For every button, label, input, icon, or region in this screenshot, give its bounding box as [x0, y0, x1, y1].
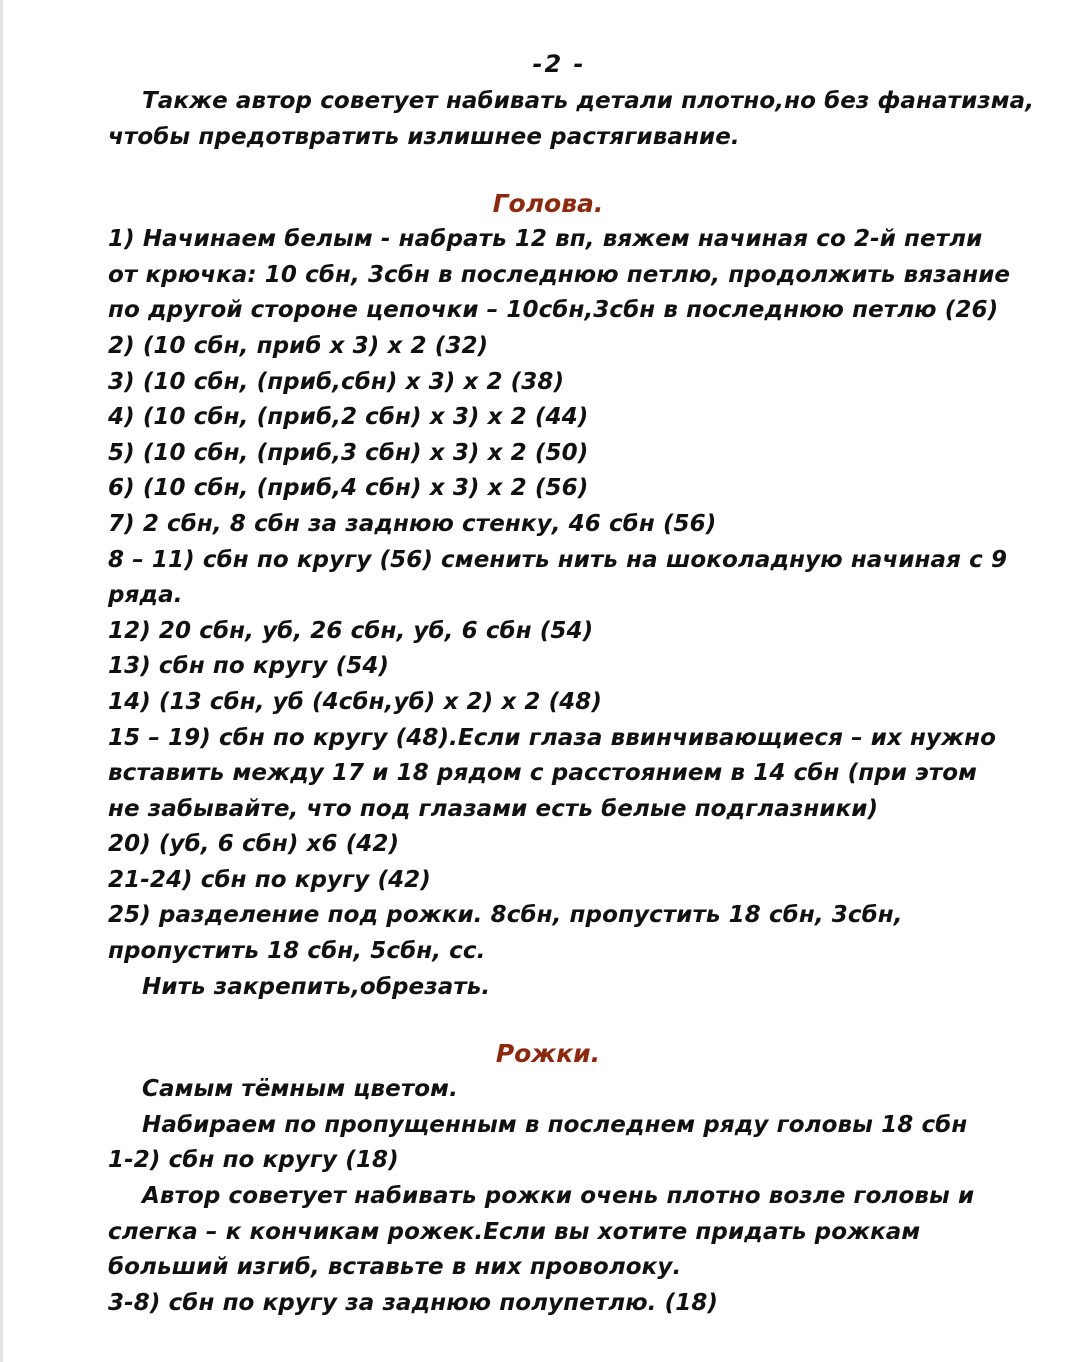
head-section-title: Голова.: [492, 189, 604, 219]
instruction-line: пропустить 18 сбн, 5сбн, сс.: [108, 938, 486, 965]
instruction-line: 15 – 19) сбн по кругу (48).Если глаза ввинчивающиеся – их нужно: [108, 724, 997, 751]
intro-line: чтобы предотвратить излишнее растягивание.: [108, 123, 740, 150]
instruction-line: 21-24) сбн по кругу (42): [108, 866, 431, 893]
instruction-line: от крючка: 10 сбн, 3сбн в последнюю петлю, продолжить вязание: [108, 261, 1011, 288]
intro-line: Также автор советует набивать детали плотно,но без фанатизма,: [142, 88, 1035, 114]
instruction-line: 5) (10 сбн, (приб,3 сбн) х 3) х 2 (50): [108, 439, 589, 466]
page-number: -2 -: [532, 50, 586, 78]
instruction-line: 14) (13 сбн, уб (4сбн,уб) х 2) х 2 (48): [108, 688, 602, 715]
instruction-line: по другой стороне цепочки – 10сбн,3сбн в последнюю петлю (26): [108, 297, 999, 324]
instruction-line: 1-2) сбн по кругу (18): [108, 1147, 399, 1174]
horns-section-instructions: [108, 1072, 988, 1321]
instruction-line: 13) сбн по кругу (54): [108, 653, 390, 680]
instruction-line: 7) 2 сбн, 8 сбн за заднюю стенку, 46 сбн (56): [108, 510, 717, 537]
instruction-line: 25) разделение под рожки. 8сбн, пропустить 18 сбн, 3сбн,: [108, 902, 903, 929]
advice-line: больший изгиб, вставьте в них проволоку.: [108, 1254, 682, 1281]
document-page: [108, 44, 1035, 1321]
head-closing-line: Нить закрепить,обрезать.: [142, 973, 491, 1000]
page-edge-divider: [0, 0, 3, 1362]
instruction-line: 3-8) сбн по кругу за заднюю полупетлю. (18): [108, 1289, 719, 1316]
horns-section-title: Рожки.: [495, 1039, 601, 1069]
instruction-line: вставить между 17 и 18 рядом с расстоянием в 14 сбн (при этом: [108, 760, 978, 787]
advice-line: Автор советует набивать рожки очень плотно возле головы и: [142, 1183, 975, 1210]
horns-color-line: Самым тёмным цветом.: [142, 1076, 458, 1103]
instruction-line: 2) (10 сбн, приб х 3) х 2 (32): [108, 332, 489, 359]
instruction-line: 6) (10 сбн, (приб,4 сбн) х 3) х 2 (56): [108, 475, 589, 502]
instruction-line: 20) (уб, 6 сбн) х6 (42): [108, 831, 400, 858]
instruction-line: не забывайте, что под глазами есть белые подглазники): [108, 795, 879, 822]
instruction-line: 4) (10 сбн, (приб,2 сбн) х 3) х 2 (44): [108, 404, 589, 431]
head-section-instructions: [108, 222, 1011, 1005]
instruction-line: 12) 20 сбн, уб, 26 сбн, уб, 6 сбн (54): [108, 617, 594, 644]
instruction-line: 1) Начинаем белым - набрать 12 вп, вяжем начиная со 2-й петли: [108, 226, 983, 253]
instruction-line: 3) (10 сбн, (приб,сбн) х 3) х 2 (38): [108, 368, 565, 395]
instruction-line: 8 – 11) сбн по кругу (56) сменить нить на шоколадную начиная с 9: [108, 546, 1008, 573]
horns-cast-on-line: Набираем по пропущенным в последнем ряду головы 18 сбн: [142, 1111, 968, 1138]
intro-paragraph: [108, 84, 1035, 155]
instruction-line: ряда.: [108, 582, 183, 609]
advice-line: слегка – к кончикам рожек.Если вы хотите придать рожкам: [108, 1218, 921, 1245]
